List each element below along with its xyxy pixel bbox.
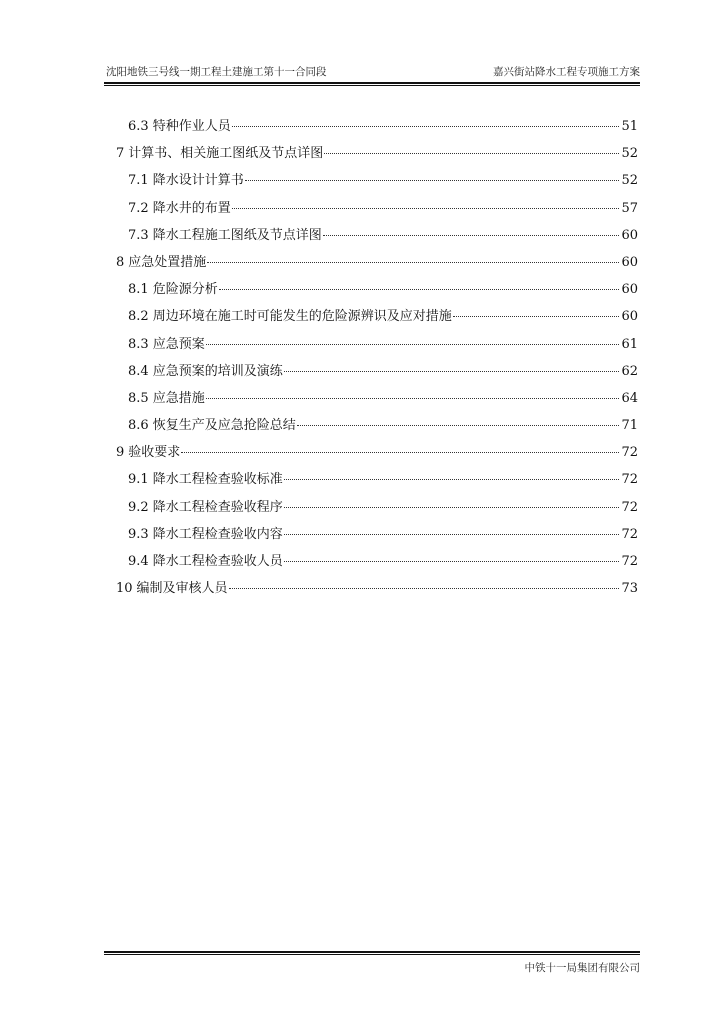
toc-entry[interactable] [110,167,638,194]
toc-dot-leader [453,316,620,317]
footer-rule-thin [104,954,640,955]
toc-dot-leader [207,262,619,263]
toc-entry-title: 应急预案 [152,336,205,352]
toc-entry[interactable] [110,385,638,412]
toc-entry-page-number: 64 [621,390,638,406]
toc-entry-page-number: 51 [621,119,638,134]
toc-dot-leader [284,479,620,480]
toc-entry-number: 9.1 [128,472,149,488]
toc-entry-title: 降水工程检查验收人员 [152,554,283,569]
toc-entry[interactable] [110,548,638,575]
toc-dot-leader [297,425,620,426]
toc-entry-title: 应急措施 [152,390,205,406]
toc-entry-number: 9.3 [128,526,149,542]
toc-entry-page-number: 72 [621,526,638,542]
footer-company-name: 中铁十一局集团有限公司 [524,962,640,974]
toc-entry-title: 特种作业人员 [152,119,231,134]
toc-entry-number: 8.6 [128,418,149,434]
toc-entry[interactable] [110,412,638,439]
toc-entry-page-number: 72 [621,499,638,515]
toc-entry-number: 8.2 [128,309,149,325]
toc-entry-page-number: 71 [621,418,638,434]
toc-entry[interactable] [110,303,638,330]
toc-dot-leader [219,289,620,290]
toc-dot-leader [206,398,620,399]
toc-dot-leader [284,534,620,535]
toc-dot-leader [206,344,620,345]
toc-entry-number: 8.3 [128,336,149,352]
toc-dot-leader [232,126,620,127]
toc-entry-number: 7 [116,146,125,162]
toc-entry[interactable] [110,494,638,521]
toc-entry[interactable] [110,249,638,276]
toc-entry-page-number: 72 [621,554,638,569]
toc-entry-number: 6.3 [128,119,149,134]
toc-entry-title: 降水工程检查验收标准 [152,472,283,488]
page-header [104,60,640,82]
toc-entry-title: 应急处置措施 [128,254,207,270]
toc-entry[interactable] [110,331,638,358]
toc-entry-page-number: 60 [621,309,638,325]
toc-dot-leader [284,561,620,562]
toc-entry-number: 7.1 [128,173,149,189]
table-of-contents [110,113,638,602]
toc-entry-title: 应急预案的培训及演练 [152,363,283,379]
toc-dot-leader [324,153,619,154]
toc-entry-page-number: 52 [621,146,638,162]
toc-entry-page-number: 57 [621,200,638,216]
header-document-title: 嘉兴街站降水工程专项施工方案 [493,66,640,78]
toc-entry-page-number: 72 [621,472,638,488]
toc-entry[interactable] [110,521,638,548]
toc-entry-title: 编制及审核人员 [136,581,228,597]
toc-entry[interactable] [110,113,638,140]
toc-entry-page-number: 61 [621,336,638,352]
toc-entry[interactable] [110,276,638,303]
toc-entry[interactable] [110,358,638,385]
toc-entry[interactable] [110,575,638,602]
toc-dot-leader [181,452,619,453]
toc-dot-leader [284,371,620,372]
toc-entry[interactable] [110,222,638,249]
toc-entry-page-number: 72 [621,445,638,461]
toc-dot-leader [229,588,620,589]
toc-dot-leader [232,208,620,209]
toc-entry-number: 9 [116,445,125,461]
toc-dot-leader [284,507,620,508]
toc-entry-title: 降水工程检查验收内容 [152,526,283,542]
toc-entry-number: 9.4 [128,554,149,569]
toc-entry-title: 恢复生产及应急抢险总结 [152,418,296,434]
toc-entry-number: 8.5 [128,390,149,406]
header-project-name: 沈阳地铁三号线一期工程土建施工第十一合同段 [106,66,327,78]
header-rule-thick [104,82,640,84]
toc-entry-page-number: 60 [621,282,638,298]
toc-entry-title: 降水工程施工图纸及节点详图 [152,227,322,243]
toc-entry[interactable] [110,466,638,493]
toc-entry[interactable] [110,140,638,167]
toc-entry-page-number: 60 [621,227,638,243]
toc-entry-page-number: 62 [621,363,638,379]
toc-entry-page-number: 60 [621,254,638,270]
toc-entry-title: 危险源分析 [152,282,218,298]
toc-entry-number: 8 [116,254,125,270]
toc-entry-title: 周边环境在施工时可能发生的危险源辨识及应对措施 [152,309,452,325]
toc-entry[interactable] [110,195,638,222]
header-rule-thin [104,85,640,86]
toc-entry-title: 降水工程检查验收程序 [152,499,283,515]
toc-entry-page-number: 73 [621,581,638,597]
toc-entry-title: 降水设计计算书 [152,173,244,189]
toc-entry-number: 7.2 [128,200,149,216]
toc-entry-number: 10 [116,581,133,597]
toc-dot-leader [323,235,620,236]
toc-entry-page-number: 52 [621,173,638,189]
toc-dot-leader [245,180,620,181]
toc-entry-number: 9.2 [128,499,149,515]
toc-entry-title: 计算书、相关施工图纸及节点详图 [128,146,324,162]
toc-entry-title: 验收要求 [128,445,181,461]
toc-entry-number: 8.1 [128,282,149,298]
footer-rule-thick [104,951,640,953]
toc-entry-title: 降水井的布置 [152,200,231,216]
toc-entry-number: 8.4 [128,363,149,379]
toc-entry[interactable] [110,439,638,466]
toc-entry-number: 7.3 [128,227,149,243]
